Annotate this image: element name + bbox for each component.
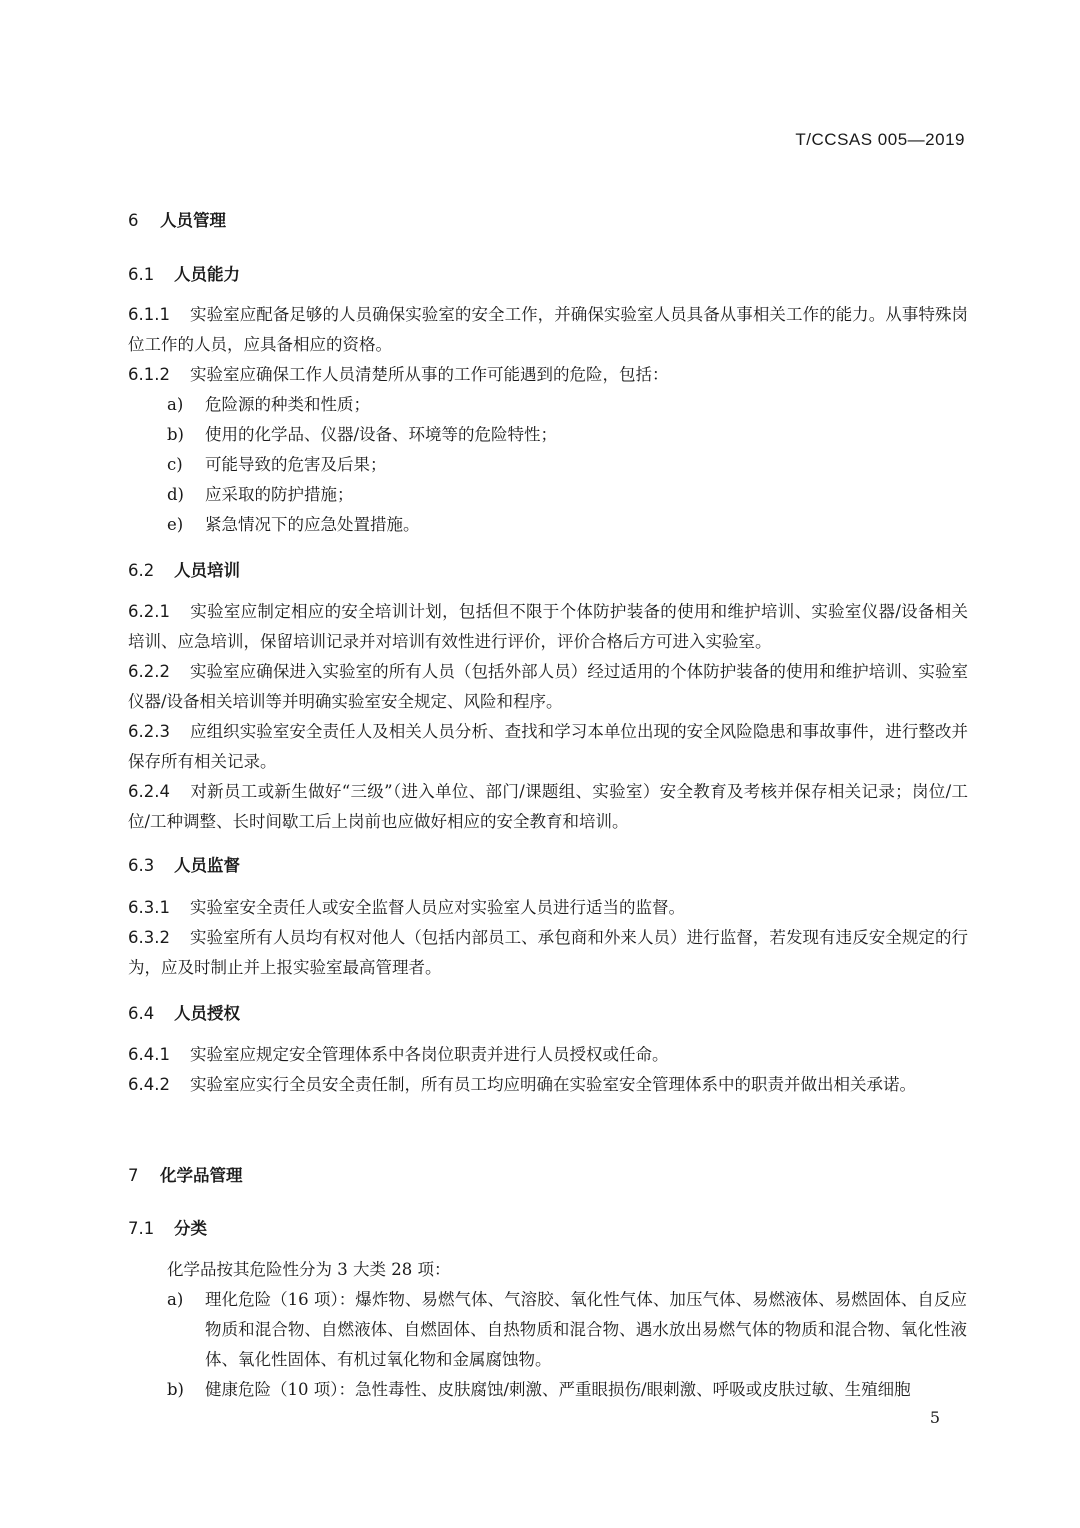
clause-6-1-1 bbox=[128, 300, 968, 360]
list-item bbox=[167, 480, 967, 510]
clause-text: 实验室应确保进入实验室的所有人员（包括外部人员）经过适用的个体防护装备的使用和维护培训、实验室仪器/设备相关培训等并明确实验室安全规定、风险和程序。 bbox=[128, 662, 968, 711]
clause-number: 6.2.4 bbox=[128, 782, 170, 801]
clause-6-2-1 bbox=[128, 597, 968, 657]
standard-number: T/CCSAS 005—2019 bbox=[795, 130, 965, 149]
list-marker: c) bbox=[167, 455, 183, 474]
list-item bbox=[167, 1375, 967, 1405]
list-marker: b) bbox=[167, 1380, 184, 1399]
clause-number: 6.3.1 bbox=[128, 898, 170, 917]
clause-text: 实验室应制定相应的安全培训计划，包括但不限于个体防护装备的使用和维护培训、实验室仪器/设备相关培训、应急培训，保留培训记录并对培训有效性进行评价，评价合格后方可进入实验室。 bbox=[128, 602, 968, 651]
list-text: 应采取的防护措施； bbox=[205, 485, 354, 504]
clause-text: 对新员工或新生做好“三级”（进入单位、部门/课题组、实验室）安全教育及考核并保存相关记录；岗位/工位/工种调整、长时间歇工后上岗前也应做好相应的安全教育和培训。 bbox=[128, 782, 968, 831]
clause-text: 实验室应确保工作人员清楚所从事的工作可能遇到的危险，包括： bbox=[190, 365, 669, 384]
list-text: 理化危险（16 项）：爆炸物、易燃气体、气溶胶、氧化性气体、加压气体、易燃液体、易燃固体、自反应物质和混合物、自燃液体、自燃固体、自热物质和混合物、遇水放出易燃气体的物质和混合物、氧化性液体、氧化性固体、有机过氧化物和金属腐蚀物。 bbox=[205, 1290, 967, 1369]
section-heading-7-1 bbox=[128, 1215, 207, 1239]
clause-6-2-3 bbox=[128, 717, 968, 777]
clause-text: 实验室所有人员均有权对他人（包括内部员工、承包商和外来人员）进行监督，若发现有违反安全规定的行为，应及时制止并上报实验室最高管理者。 bbox=[128, 928, 968, 977]
section-heading-7 bbox=[128, 1162, 243, 1186]
section-number: 6.1 bbox=[128, 265, 155, 284]
clause-6-4-1 bbox=[128, 1040, 968, 1070]
list-item bbox=[167, 1285, 967, 1375]
section-number: 7 bbox=[128, 1166, 139, 1185]
clause-number: 6.2.2 bbox=[128, 662, 170, 681]
section-heading-6-2 bbox=[128, 557, 240, 581]
list-text: 紧急情况下的应急处置措施。 bbox=[205, 515, 420, 534]
section-number: 6.3 bbox=[128, 856, 155, 875]
section-number: 6.4 bbox=[128, 1004, 155, 1023]
clause-number: 6.2.1 bbox=[128, 602, 170, 621]
clause-text: 实验室应配备足够的人员确保实验室的安全工作，并确保实验室人员具备从事相关工作的能力。从事特殊岗位工作的人员，应具备相应的资格。 bbox=[128, 305, 968, 354]
clause-text: 应组织实验室安全责任人及相关人员分析、查找和学习本单位出现的安全风险隐患和事故事件，进行整改并保存所有相关记录。 bbox=[128, 722, 968, 771]
section-title: 人员管理 bbox=[160, 211, 226, 230]
clause-number: 6.2.3 bbox=[128, 722, 170, 741]
list-text: 可能导致的危害及后果； bbox=[205, 455, 387, 474]
clause-6-4-2 bbox=[128, 1070, 968, 1100]
list-marker: a) bbox=[167, 395, 184, 414]
list-marker: a) bbox=[167, 1290, 184, 1309]
section-title: 分类 bbox=[174, 1219, 207, 1238]
list-text: 健康危险（10 项）：急性毒性、皮肤腐蚀/刺激、严重眼损伤/眼刺激、呼吸或皮肤过敏、生殖细胞 bbox=[205, 1380, 911, 1399]
clause-6-1-2 bbox=[128, 360, 968, 390]
section-title: 人员授权 bbox=[174, 1004, 240, 1023]
section-title: 化学品管理 bbox=[160, 1166, 243, 1185]
classification-intro: 化学品按其危险性分为 3 大类 28 项： bbox=[167, 1260, 451, 1279]
list-item bbox=[167, 450, 967, 480]
list-marker: d) bbox=[167, 485, 184, 504]
clause-number: 6.1.2 bbox=[128, 365, 170, 384]
section-heading-6-4 bbox=[128, 1000, 240, 1024]
list-item bbox=[167, 420, 967, 450]
section-title: 人员培训 bbox=[174, 561, 240, 580]
section-heading-6-3 bbox=[128, 852, 240, 876]
clause-6-2-2 bbox=[128, 657, 968, 717]
clause-text: 实验室应规定安全管理体系中各岗位职责并进行人员授权或任命。 bbox=[190, 1045, 669, 1064]
clause-number: 6.3.2 bbox=[128, 928, 170, 947]
clause-number: 6.4.1 bbox=[128, 1045, 170, 1064]
clause-text: 实验室应实行全员安全责任制，所有员工均应明确在实验室安全管理体系中的职责并做出相关承诺。 bbox=[190, 1075, 916, 1094]
list-item bbox=[167, 390, 967, 420]
list-text: 危险源的种类和性质； bbox=[205, 395, 370, 414]
clause-6-2-4 bbox=[128, 777, 968, 837]
list-text: 使用的化学品、仪器/设备、环境等的危险特性； bbox=[205, 425, 558, 444]
clause-text: 实验室安全责任人或安全监督人员应对实验室人员进行适当的监督。 bbox=[190, 898, 685, 917]
section-number: 6.2 bbox=[128, 561, 155, 580]
section-number: 6 bbox=[128, 211, 139, 230]
section-heading-6-1 bbox=[128, 261, 240, 285]
list-marker: e) bbox=[167, 515, 184, 534]
section-heading-6 bbox=[128, 207, 226, 231]
section-number: 7.1 bbox=[128, 1219, 155, 1238]
clause-6-3-1 bbox=[128, 893, 968, 923]
section-title: 人员能力 bbox=[174, 265, 240, 284]
clause-number: 6.1.1 bbox=[128, 305, 170, 324]
section-title: 人员监督 bbox=[174, 856, 240, 875]
list-item bbox=[167, 510, 967, 540]
clause-number: 6.4.2 bbox=[128, 1075, 170, 1094]
clause-6-3-2 bbox=[128, 923, 968, 983]
list-marker: b) bbox=[167, 425, 184, 444]
page-number: 5 bbox=[929, 1408, 940, 1427]
